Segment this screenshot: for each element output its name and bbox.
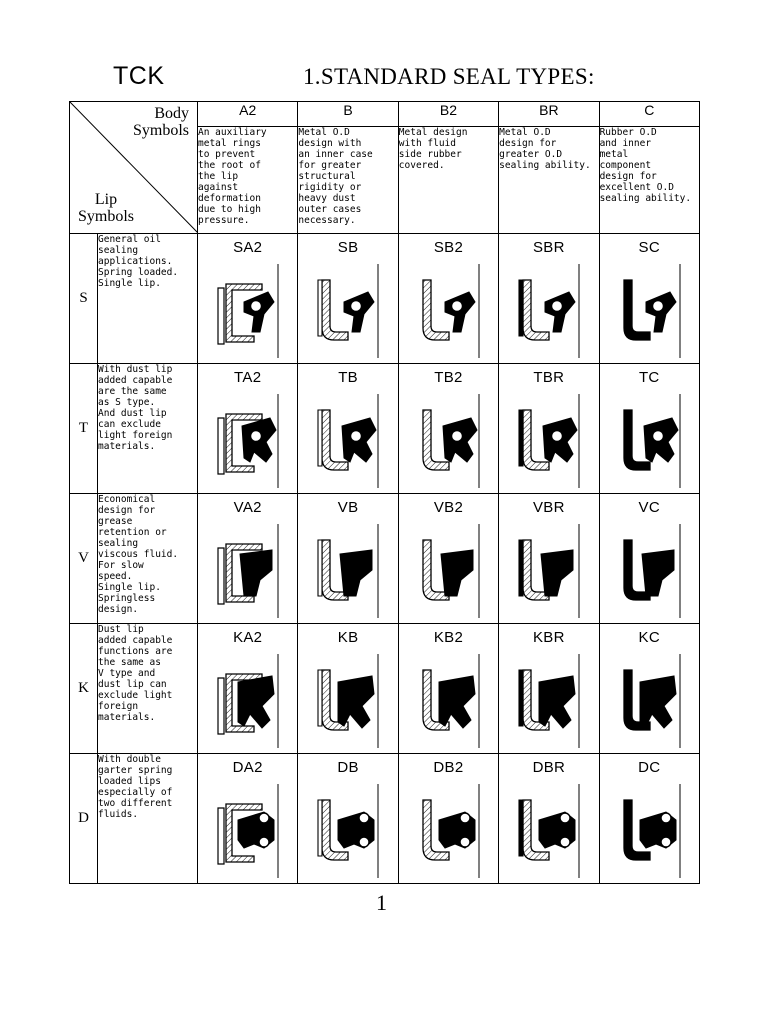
seal-cell-c xyxy=(599,754,699,884)
seal-code: VBR xyxy=(532,499,565,516)
lip-symbol: D xyxy=(70,754,98,884)
seal-cell-b2 xyxy=(398,624,498,754)
seal-cross-section-icon xyxy=(314,522,384,618)
seal-cross-section-icon xyxy=(314,782,384,878)
seal-code: VA2 xyxy=(233,499,262,516)
seal-cell-b xyxy=(298,234,398,364)
seal-cross-section-icon xyxy=(515,782,585,878)
seal-cell-b2 xyxy=(398,494,498,624)
seal-code: KB2 xyxy=(433,629,464,646)
seal-cell-br xyxy=(499,624,599,754)
body-description-b: Metal O.D design with an inner case for greater structural rigidity or heavy dust outer cases necessary. xyxy=(298,127,398,234)
seal-cell-c xyxy=(599,234,699,364)
body-code-c: C xyxy=(599,102,699,127)
lip-symbol: K xyxy=(70,624,98,754)
seal-cell-b2 xyxy=(398,364,498,494)
body-description-br: Metal O.D design for greater O.D sealing ability. xyxy=(499,127,599,234)
seal-cross-section-icon xyxy=(415,392,485,488)
seal-code: TBR xyxy=(533,369,565,386)
seal-cross-section-icon xyxy=(214,522,284,618)
page-number: 1 xyxy=(376,890,387,915)
seal-cell-c xyxy=(599,364,699,494)
seal-cell-b xyxy=(298,624,398,754)
seal-cross-section-icon xyxy=(214,262,284,358)
lip-symbol: T xyxy=(70,364,98,494)
seal-cross-section-icon xyxy=(415,262,485,358)
seal-cross-section-icon xyxy=(214,652,284,748)
seal-cell-br xyxy=(499,234,599,364)
body-description-b2: Metal design with fluid side rubber covered. xyxy=(398,127,498,234)
seal-cross-section-icon xyxy=(415,782,485,878)
lip-symbol: V xyxy=(70,494,98,624)
seal-code: VB xyxy=(337,499,359,516)
seal-code: TA2 xyxy=(234,369,262,386)
seal-cell-b xyxy=(298,494,398,624)
lip-description: Economical design for grease retention or sealing viscous fluid. For slow speed. Single lip. Springless design. xyxy=(98,494,198,624)
seal-cross-section-icon xyxy=(314,392,384,488)
seal-cross-section-icon xyxy=(214,392,284,488)
seal-cross-section-icon xyxy=(616,782,686,878)
seal-code: SBR xyxy=(532,239,565,256)
body-code-b2: B2 xyxy=(398,102,498,127)
lip-description: With dust lip added capable are the same as S type. And dust lip can exclude light foreign materials. xyxy=(98,364,198,494)
seal-cross-section-icon xyxy=(616,262,686,358)
seal-code: KA2 xyxy=(233,629,263,646)
seal-code: SB xyxy=(337,239,359,256)
corner-header-cell xyxy=(70,102,198,234)
seal-cross-section-icon xyxy=(515,652,585,748)
seal-code: DA2 xyxy=(232,759,263,776)
seal-cross-section-icon xyxy=(515,262,585,358)
lip-description: With double garter spring loaded lips especially of two different fluids. xyxy=(98,754,198,884)
seal-cell-b xyxy=(298,754,398,884)
lip-type-row xyxy=(70,624,700,754)
seal-cross-section-icon xyxy=(616,652,686,748)
seal-cell-br xyxy=(499,754,599,884)
seal-code: TB2 xyxy=(434,369,463,386)
body-description-a2: An auxiliary metal rings to prevent the root of the lip against deformation due to high pressure. xyxy=(198,127,298,234)
seal-cross-section-icon xyxy=(314,262,384,358)
seal-code: DB xyxy=(337,759,359,776)
seal-code: DBR xyxy=(532,759,566,776)
seal-cross-section-icon xyxy=(415,522,485,618)
seal-code: KC xyxy=(638,629,660,646)
body-code-row xyxy=(70,102,700,127)
seal-code: KBR xyxy=(532,629,565,646)
lip-description: General oil sealing applications. Spring loaded. Single lip. xyxy=(98,234,198,364)
seal-cross-section-icon xyxy=(214,782,284,878)
seal-code: KB xyxy=(337,629,359,646)
seal-cell-c xyxy=(599,494,699,624)
seal-code: TB xyxy=(338,369,358,386)
body-code-b: B xyxy=(298,102,398,127)
seal-cross-section-icon xyxy=(616,392,686,488)
seal-code: SC xyxy=(638,239,660,256)
seal-code: SA2 xyxy=(233,239,263,256)
seal-cell-br xyxy=(499,494,599,624)
seal-cell-a2 xyxy=(198,624,298,754)
lip-symbol: S xyxy=(70,234,98,364)
seal-code: VC xyxy=(638,499,660,516)
seal-types-table xyxy=(69,101,700,884)
seal-cell-b2 xyxy=(398,754,498,884)
seal-code: TC xyxy=(638,369,660,386)
document-title: 1.STANDARD SEAL TYPES: xyxy=(303,64,595,89)
seal-cell-a2 xyxy=(198,754,298,884)
seal-cross-section-icon xyxy=(314,652,384,748)
body-code-a2: A2 xyxy=(198,102,298,127)
seal-cell-b2 xyxy=(398,234,498,364)
lip-description: Dust lip added capable functions are the same as V type and dust lip can exclude light foreign materials. xyxy=(98,624,198,754)
seal-cross-section-icon xyxy=(515,522,585,618)
seal-code: DB2 xyxy=(433,759,464,776)
brand-name: TCK xyxy=(113,62,165,90)
body-description-c: Rubber O.D and inner metal component design for excellent O.D sealing ability. xyxy=(599,127,699,234)
seal-cell-a2 xyxy=(198,234,298,364)
body-code-br: BR xyxy=(499,102,599,127)
body-symbols-label: Body Symbols xyxy=(132,105,189,139)
seal-cross-section-icon xyxy=(616,522,686,618)
seal-cell-b xyxy=(298,364,398,494)
seal-cell-a2 xyxy=(198,494,298,624)
lip-symbols-label: Lip Symbols xyxy=(78,191,135,225)
lip-type-row xyxy=(70,754,700,884)
seal-code: DC xyxy=(638,759,661,776)
seal-cross-section-icon xyxy=(415,652,485,748)
seal-cell-a2 xyxy=(198,364,298,494)
lip-type-row xyxy=(70,234,700,364)
seal-code: VB2 xyxy=(433,499,464,516)
lip-type-row xyxy=(70,364,700,494)
seal-code: SB2 xyxy=(433,239,464,256)
seal-cell-br xyxy=(499,364,599,494)
lip-type-row xyxy=(70,494,700,624)
seal-cell-c xyxy=(599,624,699,754)
seal-cross-section-icon xyxy=(515,392,585,488)
